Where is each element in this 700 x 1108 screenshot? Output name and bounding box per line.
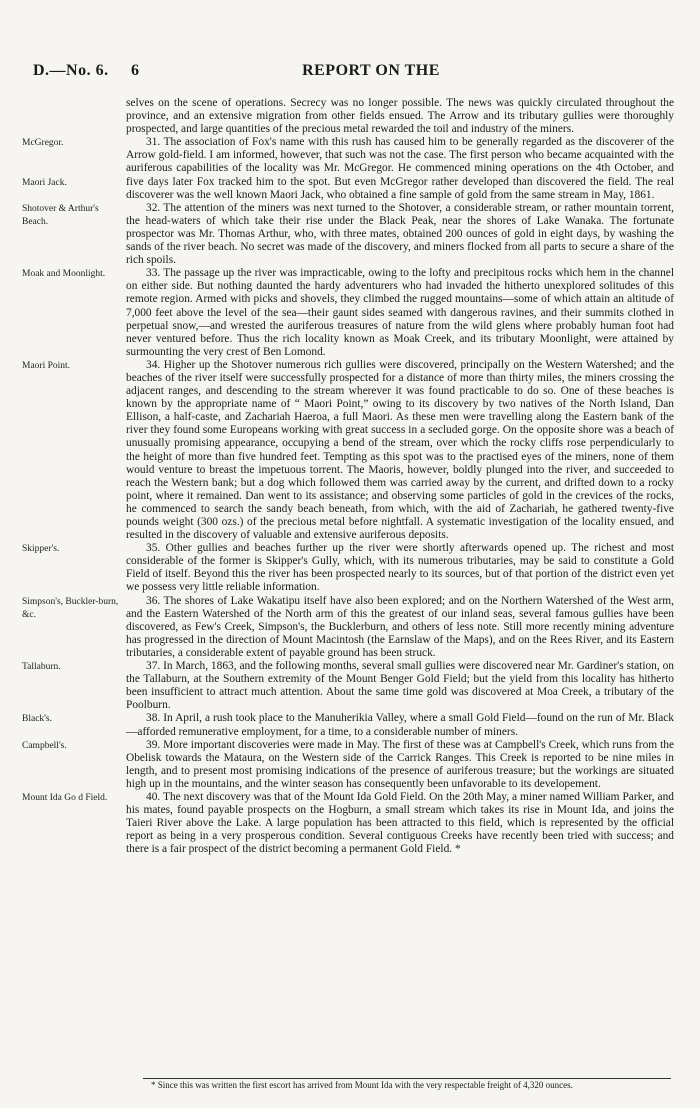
margin-note: Black's. — [22, 714, 52, 725]
margin-note: Campbell's. — [22, 740, 67, 751]
paragraph-text: selves on the scene of operations. Secrecy was no longer possible. The news was quickly circulated throughout the province, and an extensive migration from other fields ensued. The Arrow and its tributary gullies were thoroughly prospected, and large quantities of the precious metal rewarded the toil and industry of the miners. — [126, 97, 674, 136]
paragraph-text: 39. More important discoveries were made in May. The first of these was at Campbell's Creek, which runs from the Obelisk towards the Mataura, on the Western side of the Carrick Ranges. This Creek is reported to be nine miles in length, and to present most promising indications of the presence of auriferous treasure; but the workings are situated high up in the mountains, and the winter season has consequently been unfavorable to its developement. — [126, 738, 674, 790]
paragraph-text: 33. The passage up the river was impracticable, owing to the lofty and precipitous rocks which hem in the channel on either side. But nothing daunted the hardy adventurers who had invaded the hitherto unexplored solitudes of this remote region. Armed with picks and shovels, they climbed the rugged mountains—some of which attain an altitude of 7,000 feet above the level of the sea—their gaunt sides seamed with dangerous ravines, and their summits clothed in perpetual snow,—and wrested the auriferous treasures of nature from the wild glens where probably human foot had never ventured before. Thus the rich locality known as Moak Creek, and its tributary Moonlight, were attained by surmounting the very crest of Ben Lomond. — [126, 267, 674, 358]
footnote: * Since this was written the first escort has arrived from Mount Ida with the very respectable freight of 4,320 ounces. — [151, 1080, 573, 1090]
paragraph-row — [22, 136, 682, 201]
margin-note: McGregor. Maori Jack. — [22, 138, 67, 188]
paragraph-row — [22, 595, 682, 660]
paragraph-text: 32. The attention of the miners was next turned to the Shotover, a considerable stream, or rather mountain torrent, the head-waters of which take their rise under the Black Peak, near the shores of Lake Wanaka. The fortunate prospector was Mr. Thomas Arthur, who, with three mates, obtained 200 ounces of gold in eight days, by washing the sands of the river beach. No secret was made of the discovery, and miners flocked from all parts to secure a share of the rich spoils. — [126, 201, 674, 267]
margin-note: Skipper's. — [22, 544, 60, 555]
running-title: REPORT ON THE — [302, 62, 440, 79]
paragraph-row — [22, 660, 682, 712]
paragraph-text: 34. Higher up the Shotover numerous rich gullies were discovered, principally on the Western Watershed; and the beaches of the river itself were successfully prospected for a distance of more than thirty miles, the miners crossing the adjacent ranges, and descending to the stream wherever it was found practicable to do so. One of these beaches is known by the appropriate name of “ Maori Point,” owing to its discovery by two natives of the North Island, Dan Ellison, a half-caste, and Zachariah Haeroa, a full Maori. As these men were travelling along the Eastern bank of the river they found some Europeans working with great success in a secluded gorge. On the opposite shore was a beach of unusually promising appearance, occupying a bend of the stream, over which the rocky cliffs rose perpendicularly to the height of more than five hundred feet. Tempting as this spot was to the practised eyes of the miners, none of them would venture to breast the impetuous torrent. The Maoris, however, boldly plunged into the river, and succeeded to reach the Western bank; but a dog which followed them was carried away by the current, and drifted down to a rocky point, where it remained. Dan went to its assistance; and observing some particles of gold in the crevices of the rocks, he commenced to search the sandy beach beneath, from which, with the aid of Zachariah, he gathered twenty-five pounds weight (300 ozs.) of the precious metal before nightfall. A systematic investigation of the locality ensued, and resulted in the discovery of valuable and extensive auriferous deposits. — [126, 358, 674, 542]
report-body — [22, 97, 682, 856]
margin-note: Tallaburn. — [22, 662, 61, 673]
paragraph-text: 31. The association of Fox's name with this rush has caused him to be generally regarded as the discoverer of the Arrow gold-field. I am informed, however, that such was not the case. The first person who became acquainted with the auriferous capabilities of the locality was Mr. McGregor. He commenced mining operations on the 4th October, and five days later Fox tracked him to the spot. But even McGregor rather developed than discovered the field. The real discoverer was the well known Maori Jack, who obtained a fine sample of gold from the same stream in May, 1861. — [126, 136, 674, 201]
paragraph-row — [22, 791, 682, 856]
page-header — [33, 62, 673, 84]
margin-note: Moak and Moonlight. — [22, 269, 106, 280]
paragraph-row — [22, 712, 682, 738]
paragraph-text: 35. Other gullies and beaches further up the river were shortly afterwards opened up. The richest and most considerable of the former is Skipper's Gully, which, with its numerous tributaries, may be said to constitute a Gold Field of itself. Beyond this the river has been prospected nearly to its sources, but of that portion of the district even yet we possess very little reliable information. — [126, 542, 674, 594]
paragraph-row — [22, 739, 682, 791]
margin-note: Shotover & Arthur's Beach. — [22, 203, 99, 227]
margin-note: Mount Ida Go d Field. — [22, 792, 108, 803]
paragraph-text: 38. In April, a rush took place to the Manuherikia Valley, where a small Gold Field—found on the run of Mr. Black—afforded remunerative employment, for a time, to a considerable number of miners. — [126, 712, 674, 738]
paragraph-text: 37. In March, 1863, and the following months, several small gullies were discovered near Mr. Gardiner's station, on the Tallaburn, at the Southern extremity of the Mount Benger Gold Field; but the yield from this locality has hitherto been insufficient to attract much attention. About the same time gold was discovered at Moa Creek, a tributary of the Poolburn. — [126, 660, 674, 712]
margin-note — [22, 97, 126, 98]
footnote-divider — [143, 1078, 671, 1079]
paragraph-row — [22, 267, 682, 359]
page-number: 6 — [131, 62, 140, 79]
paragraph-row — [22, 542, 682, 594]
margin-note: Simpson's, Buckler-burn, &c. — [22, 596, 119, 620]
document-reference: D.—No. 6. — [33, 62, 109, 79]
paragraph-row — [22, 97, 682, 136]
paragraph-row — [22, 202, 682, 267]
paragraph-text: 40. The next discovery was that of the Mount Ida Gold Field. On the 20th May, a miner named William Parker, and his mates, found payable prospects on the Hogburn, a small stream which takes its rise in Mount Ida, and joins the Taieri River above the Lake. A large population has been attracted to this field, which is represented by the official report as being in a very prosperous condition. Several contiguous Creeks have recently been tried with success; and there is a fair prospect of the district becoming a permanent Gold Field. * — [126, 790, 674, 856]
paragraph-text: 36. The shores of Lake Wakatipu itself have also been explored; and on the Northern Watershed of the West arm, and the Eastern Watershed of the North arm of this the greatest of our inland seas, several famous gullies have been discovered, as Few's Creek, Simpson's, the Bucklerburn, and others of less note. Still more recently mining adventure has progressed in the direction of Mount Macintosh (the Earnslaw of the Maps), and on the Rees River, and its Eastern tributaries, a considerable extent of payable ground has been struck. — [126, 594, 674, 659]
margin-note: Maori Point. — [22, 360, 71, 371]
paragraph-row — [22, 359, 682, 542]
